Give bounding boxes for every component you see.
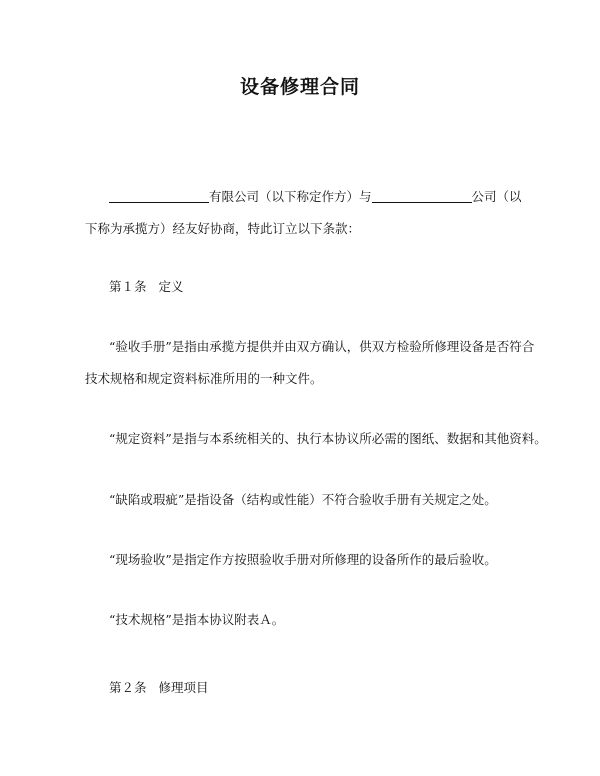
- intro-line-2: 下称为承揽方）经友好协商，特此订立以下条款：: [85, 221, 361, 236]
- article-title: 定义: [158, 279, 184, 294]
- article-title: 修理项目: [158, 680, 209, 695]
- intro-text-1: 有限公司（以下称定作方）与: [209, 189, 372, 204]
- paragraph-defects: “缺陷或瑕疵”是指设备（结构或性能）不符合验收手册有关规定之处。: [109, 492, 497, 507]
- blank-party-b-field[interactable]: [372, 189, 472, 203]
- article-2-heading: [109, 680, 209, 696]
- paragraph-technical-specs: “技术规格”是指本协议附表Ａ。: [109, 612, 285, 627]
- intro-text-2: 公司（以: [471, 189, 522, 204]
- article-number: 第１条: [109, 279, 147, 294]
- intro-line-1: [109, 189, 522, 205]
- paragraph-site-acceptance: “现场验收”是指定作方按照验收手册对所修理的设备所作的最后验收。: [109, 552, 497, 567]
- article-number: 第２条: [109, 680, 147, 695]
- document-title: 设备修理合同: [239, 76, 360, 98]
- paragraph-acceptance-manual-line-2: 技术规格和规定资料标准所用的一种文件。: [85, 371, 323, 386]
- article-1-heading: [109, 279, 184, 295]
- paragraph-specified-materials: “规定资料”是指与本系统相关的、执行本协议所必需的图纸、数据和其他资料。: [109, 431, 547, 446]
- paragraph-acceptance-manual-line-1: “验收手册”是指由承揽方提供并由双方确认，供双方检验所修理设备是否符合: [109, 339, 535, 354]
- blank-party-a-field[interactable]: [109, 189, 209, 203]
